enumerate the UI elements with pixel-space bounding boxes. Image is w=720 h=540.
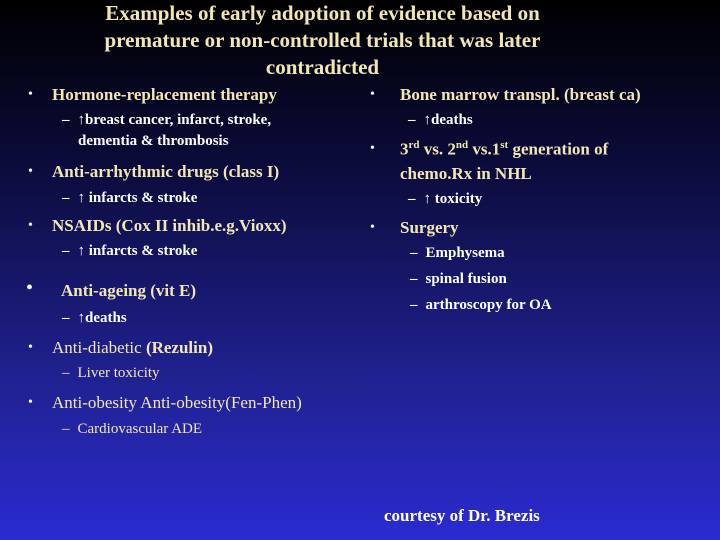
antidiabetic-drug: (Rezulin): [145, 338, 213, 357]
dash: –: [410, 297, 418, 313]
sub-item-antiarrhythmic-text: ↑ infarcts & stroke: [77, 190, 198, 206]
sub-item-surgery-3-text: arthroscopy for OA: [425, 297, 552, 313]
sub-item-nhl: [408, 191, 482, 208]
sub-item-antiobesity: [62, 421, 202, 438]
sub-item-surgery-3: [410, 297, 552, 314]
dash: –: [62, 112, 70, 128]
sub-item-antidiabetic-text: Liver toxicity: [77, 365, 160, 381]
sub-item-hrt: [62, 112, 271, 129]
bullet-item-nsaids: NSAIDs (Cox II inhib.e.g.Vioxx): [52, 216, 287, 235]
sub-item-antiageing: [62, 310, 127, 327]
title-line-1: Examples of early adoption of evidence based on: [105, 1, 540, 25]
dash: –: [408, 191, 416, 207]
sub-item-surgery-2-text: spinal fusion: [425, 271, 507, 287]
sub-item-surgery-1: [410, 245, 505, 262]
dash: –: [62, 365, 70, 381]
nhl-text-2: vs.1: [468, 139, 501, 159]
title-line-3: contradicted: [265, 55, 380, 79]
bullet-item-nhl-line-2: chemo.Rx in NHL: [400, 164, 532, 183]
bullet-bmt: •: [370, 87, 375, 102]
dash: –: [62, 190, 70, 206]
sub-item-nsaids: [62, 243, 197, 260]
sub-item-nsaids-text: ↑ infarcts & stroke: [77, 243, 198, 259]
bullet-hrt: •: [28, 87, 33, 102]
bullet-antiageing: •: [26, 277, 34, 299]
bullet-nhl: •: [370, 141, 375, 156]
slide-title: [40, 0, 605, 81]
nhl-sup-1: rd: [408, 139, 420, 151]
sub-item-bmt: [408, 112, 473, 129]
credit-note: courtesy of Dr. Brezis: [384, 506, 540, 525]
sub-item-hrt-text-2: dementia & thrombosis: [78, 133, 229, 149]
bullet-surgery: •: [370, 220, 375, 235]
dash: –: [408, 112, 416, 128]
sub-item-antiageing-text: ↑deaths: [77, 310, 127, 326]
sub-item-antiarrhythmic: [62, 190, 197, 207]
sub-item-hrt-text-1: ↑breast cancer, infarct, stroke,: [77, 112, 272, 128]
bullet-item-antiobesity: Anti-obesity Anti-obesity(Fen-Phen): [52, 393, 302, 412]
antidiabetic-label: Anti-diabetic: [52, 338, 146, 357]
dash: –: [410, 245, 418, 261]
title-line-2: premature or non-controlled trials that was later: [104, 28, 541, 52]
sub-item-surgery-1-text: Emphysema: [425, 245, 505, 261]
bullet-antiobesity: •: [28, 395, 33, 410]
sub-item-antiobesity-text: Cardiovascular ADE: [77, 421, 203, 437]
sub-item-bmt-text: ↑deaths: [423, 112, 473, 128]
nhl-sup-2: nd: [455, 139, 469, 151]
nhl-text-3: generation of: [508, 139, 609, 159]
bullet-item-antidiabetic: [52, 338, 213, 358]
dash: –: [410, 271, 418, 287]
bullet-antidiabetic: •: [28, 340, 33, 355]
bullet-item-surgery: Surgery: [400, 218, 459, 237]
sub-item-antidiabetic: [62, 365, 160, 382]
sub-item-surgery-2: [410, 271, 507, 288]
bullet-item-antiarrhythmic: Anti-arrhythmic drugs (class I): [52, 162, 280, 181]
dash: –: [62, 421, 70, 437]
nhl-sup-3: st: [500, 139, 509, 151]
bullet-item-antiageing: Anti-ageing (vit E): [61, 281, 197, 300]
bullet-item-nhl-line-1: [400, 139, 608, 160]
dash: –: [62, 310, 70, 326]
sub-item-nhl-text: ↑ toxicity: [423, 191, 483, 207]
dash: –: [62, 243, 70, 259]
bullet-item-bmt: Bone marrow transpl. (breast ca): [400, 85, 641, 104]
nhl-num-1: 3: [400, 139, 409, 159]
bullet-antiarrhythmic: •: [28, 164, 33, 179]
bullet-item-hrt: Hormone-replacement therapy: [52, 85, 277, 104]
bullet-nsaids: •: [28, 218, 33, 233]
nhl-text-1: vs. 2: [419, 139, 456, 159]
